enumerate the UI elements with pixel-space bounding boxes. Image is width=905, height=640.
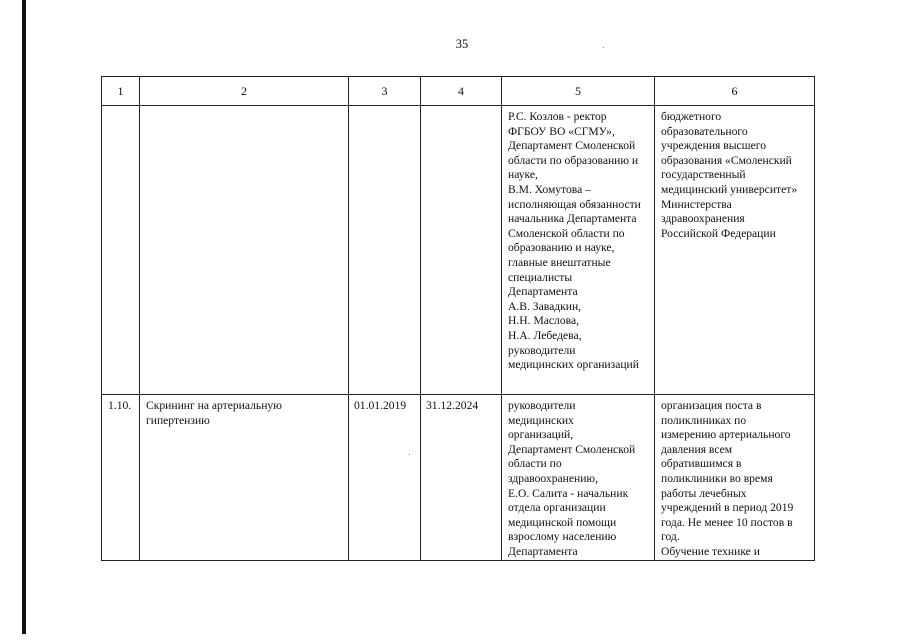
end-date-cell <box>421 106 502 395</box>
responsible-cell: руководители медицинских организаций, Департамент Смоленской области по здравоохранению, Е.О. Салита - начальник отдела организации медицинской помощи взрослому населению Департамента <box>502 395 655 561</box>
column-header: 4 <box>421 77 502 106</box>
end-date-cell: 31.12.2024 <box>421 395 502 561</box>
column-header: 5 <box>502 77 655 106</box>
header-row <box>102 77 815 106</box>
column-header: 3 <box>349 77 421 106</box>
result-cell: бюджетного образовательного учреждения высшего образования «Смоленский государственный медицинский университет» Министерства здравоохранения Российской Федерации <box>655 106 815 395</box>
column-header: 6 <box>655 77 815 106</box>
item-number-cell <box>102 106 140 395</box>
item-name-cell <box>140 106 349 395</box>
page-number: 35 <box>455 37 469 51</box>
column-header: 2 <box>140 77 349 106</box>
item-number-cell: 1.10. <box>102 395 140 561</box>
column-header: 1 <box>102 77 140 106</box>
table-row <box>102 395 815 561</box>
item-name-cell: Скрининг на артериальную гипертензию <box>140 395 349 561</box>
result-cell: организация поста в поликлиниках по измерению артериального давления всем обратившимся в поликлиники во время работы лечебных учреждений в период 2019 года. Не менее 10 постов в год. Обучение технике и <box>655 395 815 561</box>
table-row <box>102 106 815 395</box>
responsible-cell: Р.С. Козлов - ректор ФГБОУ ВО «СГМУ», Департамент Смоленской области по образованию и науке, В.М. Хомутова – исполняющая обязанности начальника Департамента Смоленской области по образованию и науке, главные внештатные специалисты Департамента А.В. Завадкин, Н.Н. Маслова, Н.А. Лебедева, руководители медицинских организаций <box>502 106 655 395</box>
plan-table <box>101 76 815 561</box>
start-date-cell <box>349 106 421 395</box>
scan-edge-mark <box>22 0 26 634</box>
scan-speck <box>603 47 604 48</box>
start-date-cell: 01.01.2019 <box>349 395 421 561</box>
